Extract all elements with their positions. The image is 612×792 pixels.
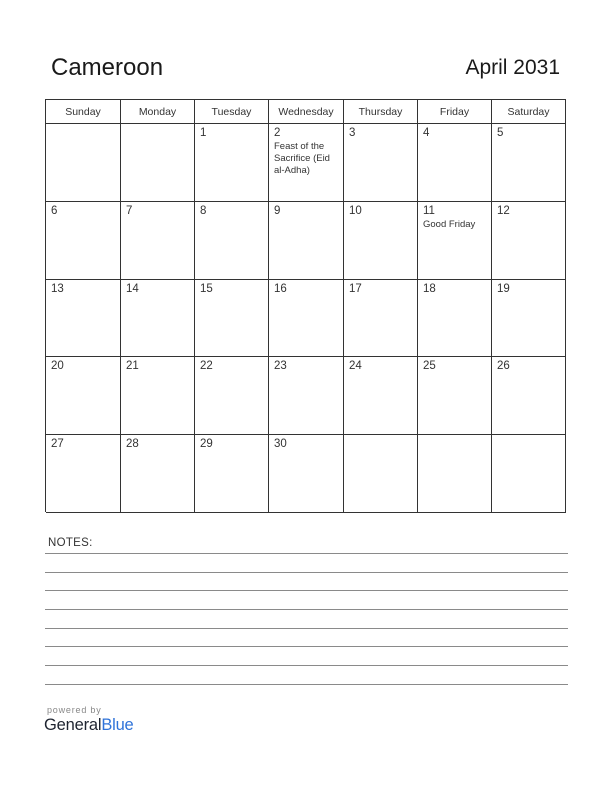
notes-line — [45, 572, 568, 573]
holiday-label: Good Friday — [423, 218, 476, 230]
notes-line — [45, 590, 568, 591]
notes-line — [45, 665, 568, 666]
day-number: 2 — [274, 127, 281, 139]
weekday-header: Saturday — [492, 100, 566, 124]
day-cell — [418, 435, 492, 513]
notes-line — [45, 646, 568, 647]
day-cell — [492, 280, 566, 358]
day-cell — [121, 357, 195, 435]
day-number: 17 — [349, 282, 362, 295]
month-year-title: April 2031 — [465, 56, 560, 79]
day-number: 1 — [200, 127, 207, 139]
day-cell — [269, 357, 344, 435]
day-cell — [121, 280, 195, 358]
day-cell — [344, 435, 418, 513]
day-number: 5 — [497, 127, 504, 139]
day-number: 21 — [126, 360, 139, 373]
day-cell — [46, 357, 121, 435]
day-number: 12 — [497, 204, 510, 217]
day-cell — [195, 435, 269, 513]
day-cell — [46, 124, 121, 202]
day-cell — [46, 202, 121, 280]
day-cell — [418, 202, 492, 280]
holiday-label: Feast of the Sacrifice (Eid al-Adha) — [274, 141, 330, 176]
week-row — [46, 124, 566, 202]
logo-text-general: General — [44, 716, 102, 734]
day-number: 10 — [349, 204, 362, 217]
day-cell — [344, 202, 418, 280]
day-number: 25 — [423, 360, 436, 373]
notes-line — [45, 684, 568, 685]
day-cell — [344, 357, 418, 435]
day-cell — [492, 435, 566, 513]
day-number: 18 — [423, 282, 436, 295]
powered-by-text: powered by — [47, 705, 102, 715]
day-cell — [195, 124, 269, 202]
day-number: 29 — [200, 438, 213, 451]
day-cell — [418, 357, 492, 435]
day-number: 15 — [200, 282, 213, 295]
day-cell — [195, 202, 269, 280]
day-number: 8 — [200, 204, 207, 217]
day-number: 27 — [51, 438, 64, 451]
day-cell — [121, 202, 195, 280]
day-number: 14 — [126, 282, 139, 295]
calendar-grid — [45, 99, 566, 512]
day-cell — [121, 124, 195, 202]
weekday-header: Wednesday — [269, 100, 344, 124]
weekday-header: Monday — [121, 100, 195, 124]
day-number: 28 — [126, 438, 139, 451]
day-cell — [344, 124, 418, 202]
weekday-header-row — [46, 100, 566, 124]
day-number: 4 — [423, 127, 430, 139]
generalblue-logo[interactable] — [44, 716, 134, 735]
day-number: 19 — [497, 282, 510, 295]
day-cell — [418, 280, 492, 358]
day-cell — [195, 357, 269, 435]
day-cell — [269, 280, 344, 358]
day-number: 9 — [274, 204, 281, 217]
weekday-header: Thursday — [344, 100, 418, 124]
day-cell — [269, 202, 344, 280]
logo-text-blue: Blue — [101, 716, 134, 734]
notes-label: NOTES: — [48, 537, 93, 549]
weekday-header: Tuesday — [195, 100, 269, 124]
day-number: 26 — [497, 360, 510, 373]
day-cell — [269, 124, 344, 202]
notes-line — [45, 609, 568, 610]
weekday-header: Sunday — [46, 100, 121, 124]
day-cell — [269, 435, 344, 513]
weekday-header: Friday — [418, 100, 492, 124]
day-number: 3 — [349, 127, 356, 139]
day-number: 6 — [51, 204, 58, 217]
notes-line — [45, 628, 568, 629]
notes-line — [45, 553, 568, 554]
week-row — [46, 202, 566, 280]
day-cell — [46, 435, 121, 513]
day-number: 20 — [51, 360, 64, 373]
day-number: 22 — [200, 360, 213, 373]
day-number: 24 — [349, 360, 362, 373]
day-cell — [492, 357, 566, 435]
day-cell — [492, 124, 566, 202]
day-cell — [46, 280, 121, 358]
day-number: 16 — [274, 282, 287, 295]
day-cell — [195, 280, 269, 358]
day-cell — [121, 435, 195, 513]
day-cell — [418, 124, 492, 202]
week-row — [46, 435, 566, 513]
day-cell — [344, 280, 418, 358]
country-title: Cameroon — [51, 54, 164, 81]
week-row — [46, 357, 566, 435]
day-number: 23 — [274, 360, 287, 373]
day-cell — [492, 202, 566, 280]
day-number: 11 — [423, 204, 435, 217]
day-number: 13 — [51, 282, 64, 295]
day-number: 30 — [274, 438, 287, 451]
week-row — [46, 280, 566, 358]
day-number: 7 — [126, 204, 133, 217]
